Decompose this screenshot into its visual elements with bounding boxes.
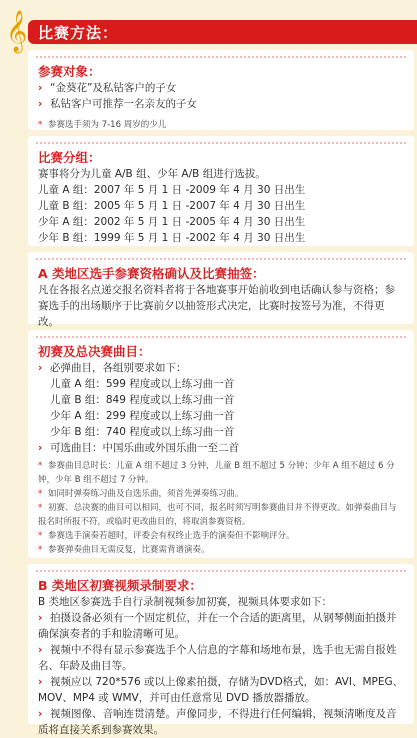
card-qualification (28, 252, 414, 328)
section-title: A 类地区选手参赛资格确认及比赛抽签： (38, 266, 265, 281)
list-item: › 视频中不得有显示参赛选手个人信息的字幕和场地布景，选手也无需自报姓名、年龄及曲目等。 (38, 644, 397, 672)
list-item: › 视频图像、音响连贯清楚。声像同步，不得进行任何编辑，视频清晰度及音质将直接关系到参赛效果。 (38, 708, 397, 736)
text-line: 儿童 B 组：849 程度或以上练习曲一首 (50, 394, 235, 406)
card-participants (28, 50, 414, 130)
arrow-icon: › (38, 676, 43, 688)
list-item: › “金葵花”及私钻客户的子女 (38, 82, 177, 94)
text-line: 儿童 A 组：2007 年 5 月 1 日 -2009 年 4 月 30 日出生 (38, 184, 306, 196)
card-video-requirements (28, 564, 414, 736)
text-line: 少年 B 组：740 程度或以上练习曲一首 (50, 426, 235, 438)
note: * 如同时弹奏练习曲及自选乐曲，须首先弹奏练习曲。 (38, 489, 244, 499)
arrow-icon: › (38, 442, 43, 454)
arrow-icon: › (38, 82, 43, 94)
paragraph: 凡在各报名点递交报名资料者将于各地赛事开始前收到电话确认参与资格；参赛选手的出场顺序于比赛前夕以抽签形式决定，比赛时按签号为准，不得更改。 (38, 284, 395, 328)
section-title: B 类地区初赛视频录制要求： (38, 578, 202, 593)
arrow-icon: › (38, 612, 43, 624)
list-item: › 私钻客户可推荐一名亲友的子女 (38, 98, 197, 110)
note: * 参赛弹奏曲目无需反复，比赛需背谱演奏。 (38, 545, 210, 555)
note: * 参赛曲目总时长：儿童 A 组不超过 3 分钟，儿童 B 组不超过 5 分钟；少年 A 组不超过 6 分钟，少年 B 组不超过 7 分钟。 (38, 461, 395, 485)
section-title: 比赛分组： (38, 150, 101, 165)
page-title: 比赛方法： (38, 24, 119, 42)
treble-clef-icon: 𝄞 (6, 11, 28, 52)
card-repertoire (28, 330, 414, 558)
text-line: B 类地区参赛选手自行录制视频参加初赛，视频具体要求如下： (38, 596, 333, 608)
list-item: › 可选曲目：中国乐曲或外国乐曲一至二首 (38, 442, 239, 454)
text-line: 儿童 B 组：2005 年 5 月 1 日 -2007 年 4 月 30 日出生 (38, 200, 306, 212)
text-line: 少年 B 组：1999 年 5 月 1 日 -2002 年 4 月 30 日出生 (38, 232, 306, 244)
arrow-icon: › (38, 98, 43, 110)
text-line: 少年 A 组：2002 年 5 月 1 日 -2005 年 4 月 30 日出生 (38, 216, 306, 228)
text-line: 少年 A 组：299 程度或以上练习曲一首 (50, 410, 235, 422)
card-groups (28, 136, 414, 246)
note: * 初赛、总决赛的曲目可以相同，也可不同，报名时须写明参赛曲目并不得更改。如弹奏曲目与报名时所报不符，或临时更改曲目的，将取消参赛资格。 (38, 503, 397, 527)
section-title: 初赛及总决赛曲目： (38, 344, 151, 359)
note: * 参赛选手须为 7-16 周岁的少儿 (38, 120, 167, 130)
list-item: › 必弹曲目，各组别要求如下： (38, 362, 187, 374)
arrow-icon: › (38, 708, 43, 720)
list-item: › 视频应以 720*576 或以上像素拍摄，存储为DVD格式，如：AVI、MPEG、MOV、MP4 或 WMV，并可由任意常见 DVD 播放器播放。 (38, 676, 404, 704)
text-line: 赛事将分为儿童 A/B 组、少年 A/B 组进行选拔。 (38, 168, 266, 180)
section-header (0, 11, 417, 52)
note: * 参赛选手演奏若超时，评委会有权终止选手的演奏但不影响评分。 (38, 531, 295, 541)
list-item: › 拍摄设备必须有一个固定机位，并在一个合适的距离里，从钢琴侧面拍摄并确保演奏者的手和脸清晰可见。 (38, 612, 397, 640)
arrow-icon: › (38, 362, 43, 374)
section-title: 参赛对象： (38, 64, 101, 79)
text-line: 儿童 A 组：599 程度或以上练习曲一首 (50, 378, 235, 390)
arrow-icon: › (38, 644, 43, 656)
